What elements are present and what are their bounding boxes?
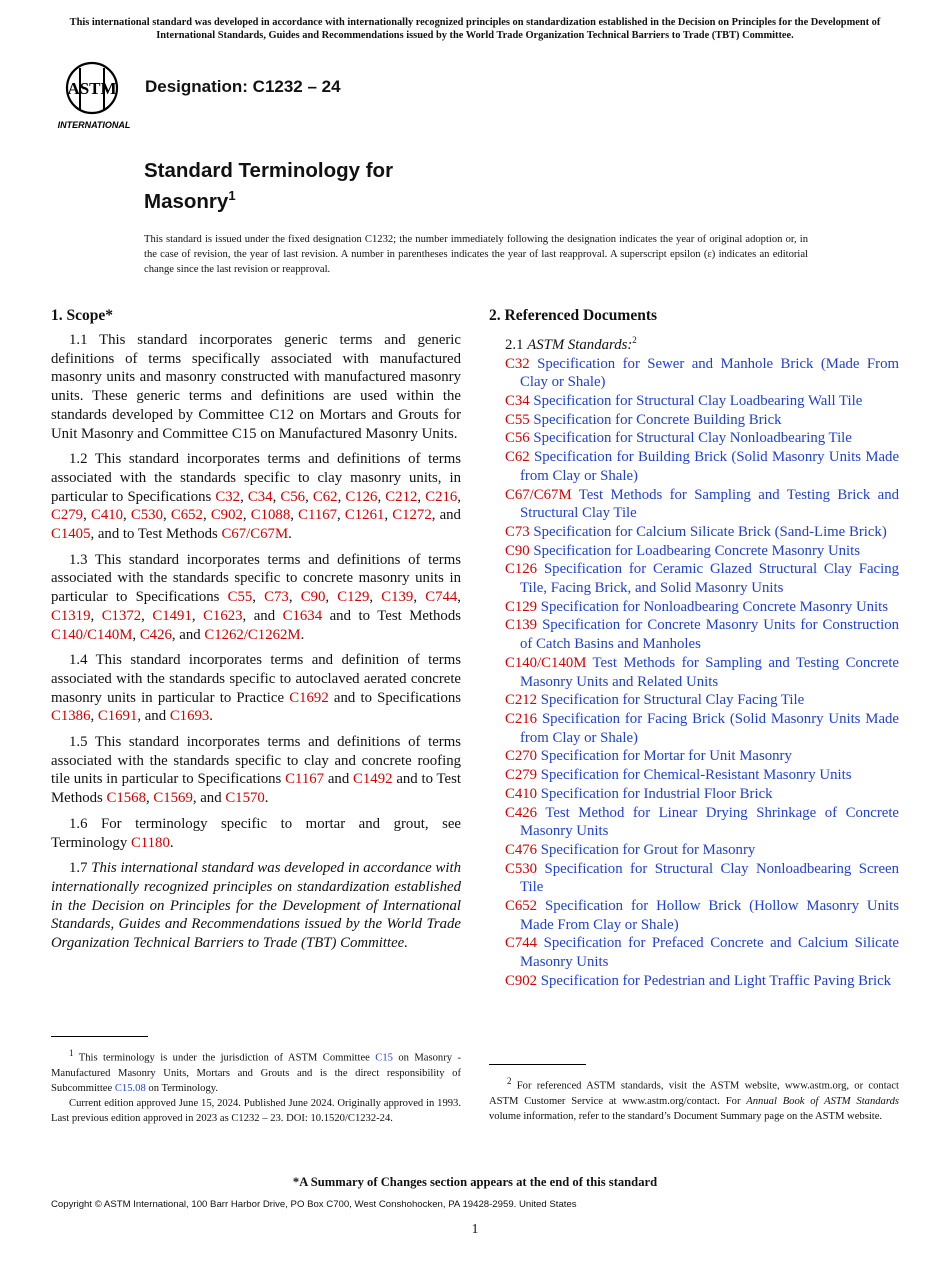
reference-item[interactable] xyxy=(489,897,899,934)
scope-1-1: 1.1 This standard incorporates generic terms and generic definitions of terms specifically associated with manufactured masonry units and masonry constructed with manufactured masonry units. These generic terms and definitions are used within the standards developed by Committee C12 on Mortars and Grouts for Unit Masonry and Committee C15 on Manufactured Masonry Units. xyxy=(51,332,461,442)
link-c279[interactable]: C279 xyxy=(51,507,84,524)
link-c34[interactable]: C34 xyxy=(247,488,273,505)
reference-item[interactable] xyxy=(489,710,899,747)
reference-list xyxy=(489,355,899,991)
footnote-1-edition: Current edition approved June 15, 2024. Published June 2024. Originally approved in 1993. Last previous edition approved in 2023 as C1232 – 23. DOI: 10.1520/C1232-24. xyxy=(51,1097,461,1124)
reference-item[interactable] xyxy=(489,598,899,617)
reference-title[interactable]: Specification for Pedestrian and Light Traffic Paving Brick xyxy=(540,972,892,989)
link-c1261[interactable]: C1261 xyxy=(344,507,385,524)
footnote-divider-right xyxy=(489,1064,586,1065)
link-c129[interactable]: C129 xyxy=(337,589,370,606)
reference-code[interactable]: C90 xyxy=(505,542,530,559)
link-c1634[interactable]: C1634 xyxy=(282,607,323,624)
link-c139[interactable]: C139 xyxy=(381,589,414,606)
scope-1-3: 1.3 This standard incorporates terms and definitions of terms associated with the standards specific to concrete masonry units in particular to Specifications C55, C73, C90, C129, C139, C744, C1319, C1372, C1491, C1623, and C1634 and to Test Methods C140/C140M, C426, and C1262/C1262M. xyxy=(51,551,461,643)
reference-code[interactable]: C279 xyxy=(505,767,538,784)
reference-item[interactable] xyxy=(489,392,899,411)
reference-title[interactable]: Specification for Structural Clay Nonloadbearing Tile xyxy=(533,430,852,447)
issue-note: This standard is issued under the fixed designation C1232; the number immediately following the designation indicates the year of original adoption or, in the case of revision, the year of last revision. A number in parentheses indicates the year of last reapproval. A superscript epsilon (ε) indicates an editorial change since the last revision or reapproval. xyxy=(144,234,808,275)
reference-code[interactable]: C62 xyxy=(505,449,530,466)
footnote-divider-left xyxy=(51,1036,148,1037)
astm-logo-icon xyxy=(54,58,134,132)
link-c1262-c1262m[interactable]: C1262/C1262M xyxy=(204,626,301,643)
reference-code[interactable]: C139 xyxy=(505,617,538,634)
reference-item[interactable] xyxy=(489,355,899,392)
reference-title[interactable]: Specification for Sewer and Manhole Brick (Made From Clay or Shale) xyxy=(520,355,899,391)
link-subcommittee-c15-08[interactable]: C15.08 xyxy=(114,1082,146,1094)
referenced-documents-section xyxy=(489,306,899,991)
reference-item[interactable] xyxy=(489,691,899,710)
link-c1272[interactable]: C1272 xyxy=(392,507,432,524)
reference-code[interactable]: C426 xyxy=(505,804,538,821)
reference-title[interactable]: Specification for Loadbearing Concrete Masonry Units xyxy=(533,542,861,559)
page-title xyxy=(144,158,393,214)
title-line-1: Standard Terminology for xyxy=(144,159,394,182)
scope-1-3-codes: C55, C73, C90, C129, C139, C744, C1319, C1372, C1491, C1623, and C1634 xyxy=(51,589,461,624)
reference-title[interactable]: Specification for Chemical-Resistant Masonry Units xyxy=(540,767,852,784)
reference-code[interactable]: C652 xyxy=(505,898,538,915)
link-c1623[interactable]: C1623 xyxy=(203,607,243,624)
reference-code[interactable]: C530 xyxy=(505,860,538,877)
link-c530[interactable]: C530 xyxy=(130,507,163,524)
reference-code[interactable]: C270 xyxy=(505,748,538,765)
link-c1492[interactable]: C1492 xyxy=(353,771,393,788)
link-c1319[interactable]: C1319 xyxy=(51,607,91,624)
link-c1180[interactable]: C1180 xyxy=(130,834,170,851)
top-notice: This international standard was developed in accordance with internationally recognized principles on standardization established in the Decision on Principles for the Development of International Standards, Guides and Recommendations issued by the World Trade Organization Technical Barriers to Trade (TBT) Committee. xyxy=(69,17,881,41)
scope-1-5: 1.5 This standard incorporates terms and definitions of terms associated with the standards specific to clay and concrete roofing tile units in particular to Specifications C1167 and C1492 and to Test Methods C1568, C1569, and C1570. xyxy=(51,734,461,807)
page-number: 1 xyxy=(471,1221,479,1236)
link-c73[interactable]: C73 xyxy=(264,589,289,606)
scope-1-6: 1.6 For terminology specific to mortar and grout, see Terminology C1180. xyxy=(51,815,461,851)
astm-logo xyxy=(54,58,134,132)
reference-code[interactable]: C34 xyxy=(505,393,530,410)
reference-title[interactable]: Specification for Prefaced Concrete and Calcium Silicate Masonry Units xyxy=(520,935,899,971)
reference-title[interactable]: Specification for Grout for Masonry xyxy=(540,841,756,858)
svg-text:ASTM: ASTM xyxy=(67,79,117,98)
footnote-2: $^2$ For referenced ASTM standards, visit the ASTM website, www.astm.org, or contact ASTM Customer Service at www.astm.org/contact. For Annual Book of ASTM Standards volume information, refer to the standard’s Document Summary page on the ASTM website. xyxy=(489,1076,899,1122)
reference-code[interactable]: C126 xyxy=(505,561,538,578)
reference-item[interactable] xyxy=(489,429,899,448)
scope-1-4: 1.4 This standard incorporates terms and definition of terms associated with the standards specific to autoclaved aerated concrete masonry units in particular to Practice C1692 and to Specifications C1386, C1691, and C1693. xyxy=(51,652,461,725)
reference-title[interactable]: Specification for Structural Clay Loadbearing Wall Tile xyxy=(533,393,863,410)
reference-item[interactable] xyxy=(489,934,899,971)
reference-item[interactable] xyxy=(489,448,899,485)
reference-item[interactable] xyxy=(489,542,899,561)
reference-item[interactable] xyxy=(489,972,899,991)
scope-1-5-test-methods: C1568, C1569, and C1570 xyxy=(106,790,265,807)
link-c1405[interactable]: C1405 xyxy=(51,526,91,543)
reference-code[interactable]: C410 xyxy=(505,785,538,802)
link-c1386[interactable]: C1386 xyxy=(51,708,91,725)
copyright: Copyright © ASTM International, 100 Barr Harbor Drive, PO Box C700, West Conshohocken, PA 19428-2959. United States xyxy=(51,1199,577,1210)
reference-title[interactable]: Specification for Facing Brick (Solid Masonry Units Made from Clay or Shale) xyxy=(520,710,899,746)
link-c1570[interactable]: C1570 xyxy=(225,790,265,807)
reference-title[interactable]: Specification for Concrete Masonry Units for Construction of Catch Basins and Manholes xyxy=(520,617,900,653)
scope-1-2-codes: C32, C34, C56, C62, C126, C212, C216, C279, C410, C530, C652, C902, C1088, C1167, C1261, C1272, and C1405 xyxy=(51,488,461,543)
reference-code[interactable]: C129 xyxy=(505,598,538,615)
scope-section xyxy=(51,306,461,960)
link-c56[interactable]: C56 xyxy=(280,488,306,505)
reference-item[interactable] xyxy=(489,841,899,860)
reference-title[interactable]: Specification for Hollow Brick (Hollow Masonry Units Made From Clay or Shale) xyxy=(520,898,899,933)
link-c1568[interactable]: C1568 xyxy=(106,790,146,807)
reference-title[interactable]: Specification for Concrete Building Brick xyxy=(533,411,782,428)
link-c1372[interactable]: C1372 xyxy=(101,607,142,624)
reference-title[interactable]: Specification for Calcium Silicate Brick (Sand-Lime Brick) xyxy=(533,523,887,540)
reference-code[interactable]: C744 xyxy=(505,935,538,952)
reference-item[interactable] xyxy=(489,411,899,430)
link-c1167[interactable]: C1167 xyxy=(285,771,325,788)
link-c1167[interactable]: C1167 xyxy=(298,507,338,524)
reference-item[interactable] xyxy=(489,654,899,691)
link-c426[interactable]: C426 xyxy=(139,626,172,643)
link-c126[interactable]: C126 xyxy=(345,488,378,505)
reference-code[interactable]: C902 xyxy=(505,972,538,989)
link-c1693[interactable]: C1693 xyxy=(169,708,210,725)
reference-code[interactable]: C67/C67M xyxy=(505,486,572,503)
link-c902[interactable]: C902 xyxy=(210,507,243,524)
reference-item[interactable] xyxy=(489,766,899,785)
link-c1691[interactable]: C1691 xyxy=(97,708,138,725)
link-c67[interactable]: C67/C67M xyxy=(221,526,289,543)
reference-item[interactable] xyxy=(489,785,899,804)
reference-code[interactable]: C476 xyxy=(505,841,538,858)
link-c216[interactable]: C216 xyxy=(425,488,458,505)
scope-1-2: 1.2 This standard incorporates terms and definitions of terms associated with the standards specific to clay masonry units, in particular to Specifications C32, C34, C56, C62, C126, C212, C216, C279, C410, C530, C652, C902, C1088, C1167, C1261, C1272, and C1405, and to Test Methods C67/C67M. xyxy=(51,451,461,543)
reference-item[interactable] xyxy=(489,616,899,653)
reference-title[interactable]: Specification for Industrial Floor Brick xyxy=(540,785,773,802)
scope-1-7: 1.7 This international standard was developed in accordance with internationally recognized principles on standardization established in the Decision on Principles for the Development of International Standards, Guides and Recommendations issued by the World Trade Organization Technical Barriers to Trade (TBT) Committee. xyxy=(51,860,461,952)
link-c1491[interactable]: C1491 xyxy=(152,607,192,624)
title-footnote-mark: 1 xyxy=(228,188,236,203)
link-c1088[interactable]: C1088 xyxy=(250,507,291,524)
reference-item[interactable] xyxy=(489,486,899,523)
link-c1569[interactable]: C1569 xyxy=(153,790,193,807)
link-c212[interactable]: C212 xyxy=(385,488,418,505)
title-line-2: Masonry xyxy=(144,189,229,213)
reference-code[interactable]: C216 xyxy=(505,710,538,727)
link-committee-c15[interactable]: C15 xyxy=(375,1052,393,1064)
link-c55[interactable]: C55 xyxy=(227,589,253,606)
reference-title[interactable]: Test Methods for Sampling and Testing Concrete Masonry Units and Related Units xyxy=(520,654,899,690)
summary-of-changes-note: *A Summary of Changes section appears at the end of this standard xyxy=(292,1175,658,1189)
reference-title[interactable]: Specification for Structural Clay Nonloadbearing Screen Tile xyxy=(520,860,899,896)
link-c1692[interactable]: C1692 xyxy=(289,689,329,706)
scope-1-4-codes: C1386, C1691, and C1693 xyxy=(51,708,210,725)
reference-title[interactable]: Test Method for Linear Drying Shrinkage of Concrete Masonry Units xyxy=(520,804,899,840)
reference-item[interactable] xyxy=(489,860,899,897)
reference-item[interactable] xyxy=(489,747,899,766)
reference-code[interactable]: C73 xyxy=(505,523,530,540)
reference-title[interactable]: Specification for Structural Clay Facing Tile xyxy=(540,692,805,709)
link-c140-c140m[interactable]: C140/C140M xyxy=(51,626,133,643)
link-c90[interactable]: C90 xyxy=(300,589,326,606)
link-c652[interactable]: C652 xyxy=(170,507,203,524)
reference-code[interactable]: C212 xyxy=(505,692,538,709)
reference-title[interactable]: Specification for Building Brick (Solid Masonry Units Made from Clay or Shale) xyxy=(520,449,900,484)
reference-code[interactable]: C140/C140M xyxy=(505,654,587,671)
link-c744[interactable]: C744 xyxy=(425,589,458,606)
reference-title[interactable]: Test Methods for Sampling and Testing Brick and Structural Clay Tile xyxy=(520,486,899,522)
designation: Designation: C1232 – 24 xyxy=(145,77,341,96)
reference-item[interactable] xyxy=(489,523,899,542)
reference-title[interactable]: Specification for Ceramic Glazed Structural Clay Facing Tile, Facing Brick, and Solid Masonry Units xyxy=(520,561,899,597)
astm-standards-label: 2.1 ASTM Standards:$^2$ xyxy=(505,335,637,353)
logo-label: INTERNATIONAL xyxy=(57,120,131,130)
reference-item[interactable] xyxy=(489,560,899,597)
scope-heading: 1. Scope* xyxy=(51,307,113,324)
link-c410[interactable]: C410 xyxy=(90,507,124,524)
referenced-documents-heading: 2. Referenced Documents xyxy=(489,307,658,324)
scope-1-3-test-methods: C140/C140M, C426, and C1262/C1262M xyxy=(51,626,301,643)
reference-code[interactable]: C55 xyxy=(505,411,530,428)
reference-item[interactable] xyxy=(489,804,899,841)
link-c62[interactable]: C62 xyxy=(312,488,338,505)
reference-title[interactable]: Specification for Mortar for Unit Masonry xyxy=(540,748,792,765)
reference-code[interactable]: C32 xyxy=(505,355,530,372)
reference-title[interactable]: Specification for Nonloadbearing Concrete Masonry Units xyxy=(540,598,889,615)
footnote-1: $^1$ This terminology is under the jurisdiction of ASTM Committee C15 on Masonry - Manufactured Masonry Units, Mortars and Grouts and is the direct responsibility of Subcommittee C15.08 on Terminology. Current edition approved June 15, 2024. Published June 2024. Originally approved in 1993. Last previous edition approved in 2023 as C1232 – 23. DOI: 10.1520/C1232-24. xyxy=(51,1048,461,1124)
reference-code[interactable]: C56 xyxy=(505,430,530,447)
link-c32[interactable]: C32 xyxy=(215,488,241,505)
